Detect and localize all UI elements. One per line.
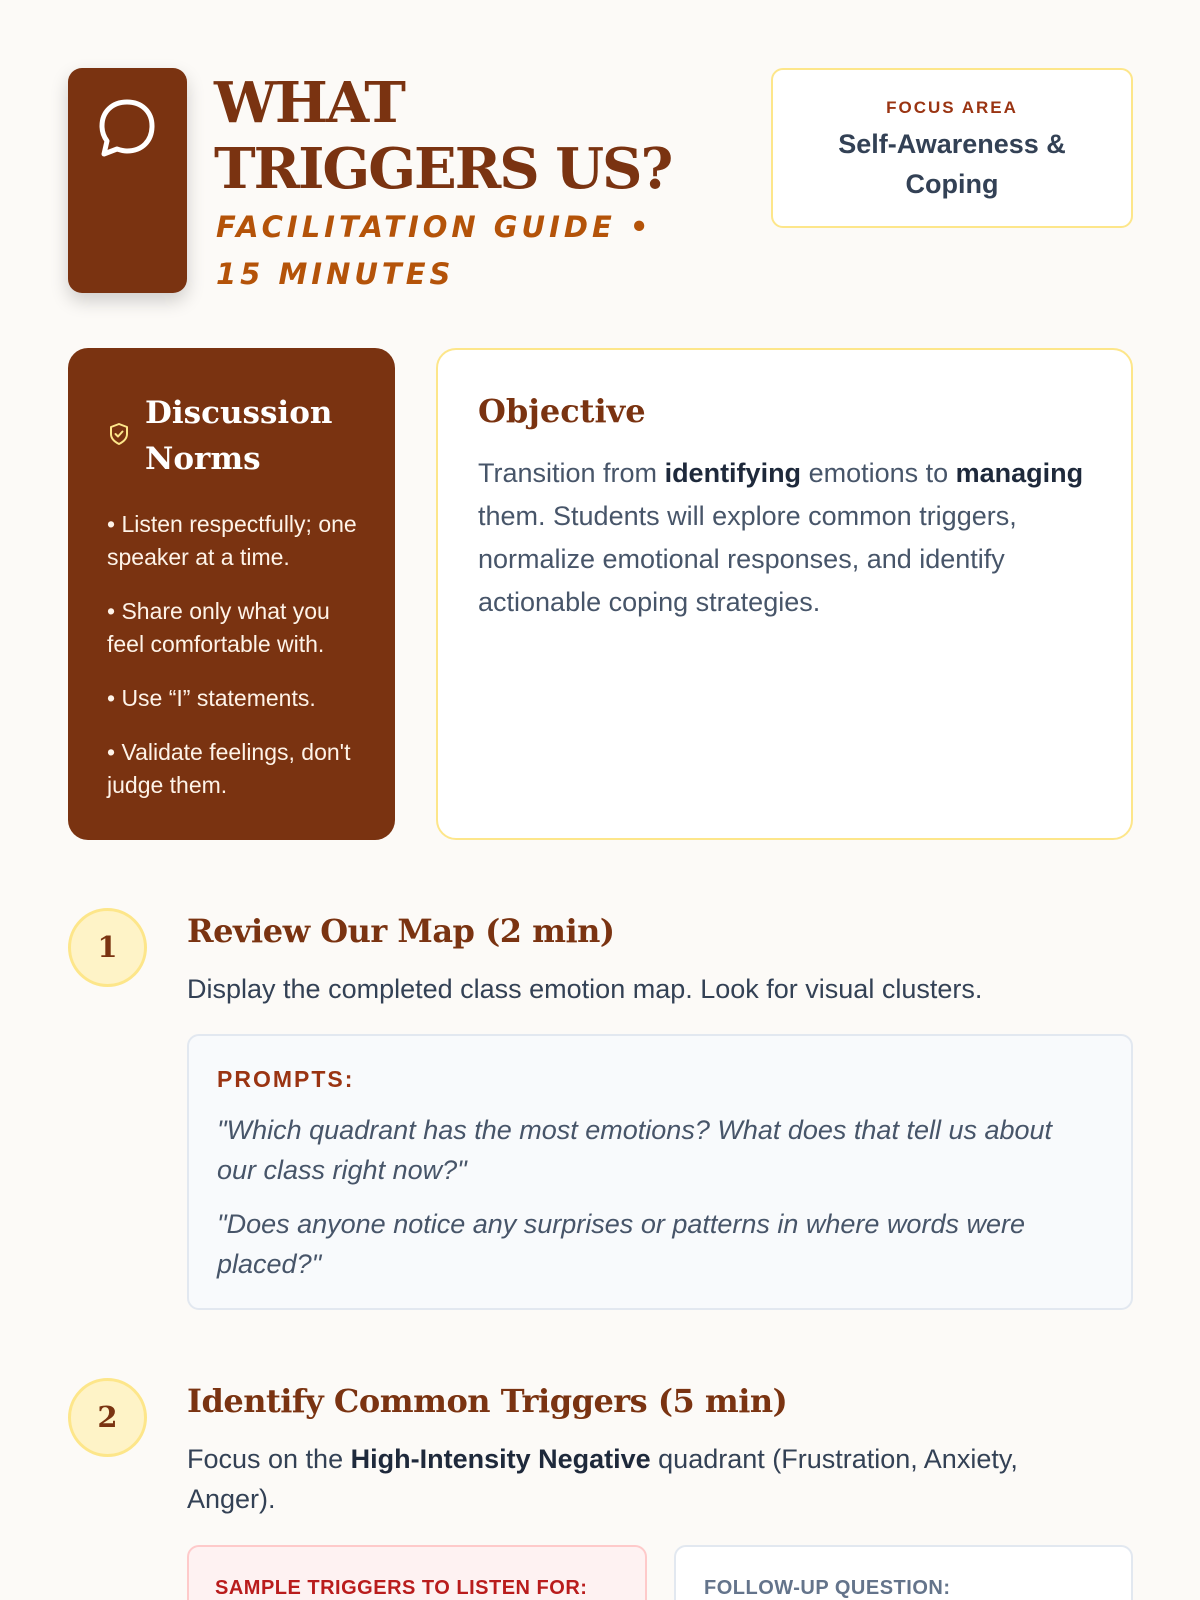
norms-list	[107, 508, 372, 823]
step-2-number-badge: 2	[68, 1378, 147, 1457]
norms-title: Discussion Norms	[145, 395, 333, 477]
page-title: WHAT TRIGGERS US?	[214, 70, 672, 202]
norm-item: • Validate feelings, don't judge them.	[107, 739, 351, 798]
shield-check-icon	[108, 422, 130, 446]
step-1-number-badge: 1	[68, 908, 147, 987]
focus-area-card	[771, 68, 1133, 228]
prompts-label: PROMPTS:	[217, 1066, 355, 1092]
prompts-box	[187, 1034, 1133, 1310]
logo-block	[68, 68, 187, 293]
step-2-description: Focus on the High-Intensity Negative quadrant (Frustration, Anxiety, Anger).	[187, 1444, 1018, 1514]
norm-item: • Use “I” statements.	[107, 685, 316, 711]
sample-triggers-label: SAMPLE TRIGGERS TO LISTEN FOR:	[215, 1577, 588, 1599]
objective-text: Transition from identifying emotions to managing them. Students will explore common triggers, normalize emotional responses, and identify actionable coping strategies.	[478, 458, 1084, 617]
norms-header	[108, 390, 378, 482]
discussion-norms-card	[68, 348, 395, 840]
prompt-item: "Does anyone notice any surprises or patterns in where words were placed?"	[217, 1209, 1025, 1279]
objective-title: Objective	[478, 392, 646, 430]
focus-area-value: Self-Awareness & Coping	[838, 129, 1066, 199]
focus-area-label: FOCUS AREA	[886, 98, 1018, 117]
step-2-title: Identify Common Triggers (5 min)	[187, 1382, 788, 1420]
norm-item: • Share only what you feel comfortable with.	[107, 598, 330, 657]
objective-card	[436, 348, 1133, 840]
follow-up-question-label: FOLLOW-UP QUESTION:	[704, 1577, 951, 1599]
speech-bubble-icon	[95, 96, 159, 160]
sample-triggers-box	[187, 1545, 647, 1600]
page-subtitle: FACILITATION GUIDE • 15 MINUTES	[216, 210, 653, 291]
prompt-item: "Which quadrant has the most emotions? What does that tell us about our class right now?"	[217, 1115, 1053, 1185]
norm-item: • Listen respectfully; one speaker at a time.	[107, 511, 357, 570]
follow-up-question-box	[674, 1545, 1133, 1600]
step-1-description: Display the completed class emotion map. Look for visual clusters.	[187, 974, 983, 1004]
step-1-title: Review Our Map (2 min)	[187, 912, 615, 950]
